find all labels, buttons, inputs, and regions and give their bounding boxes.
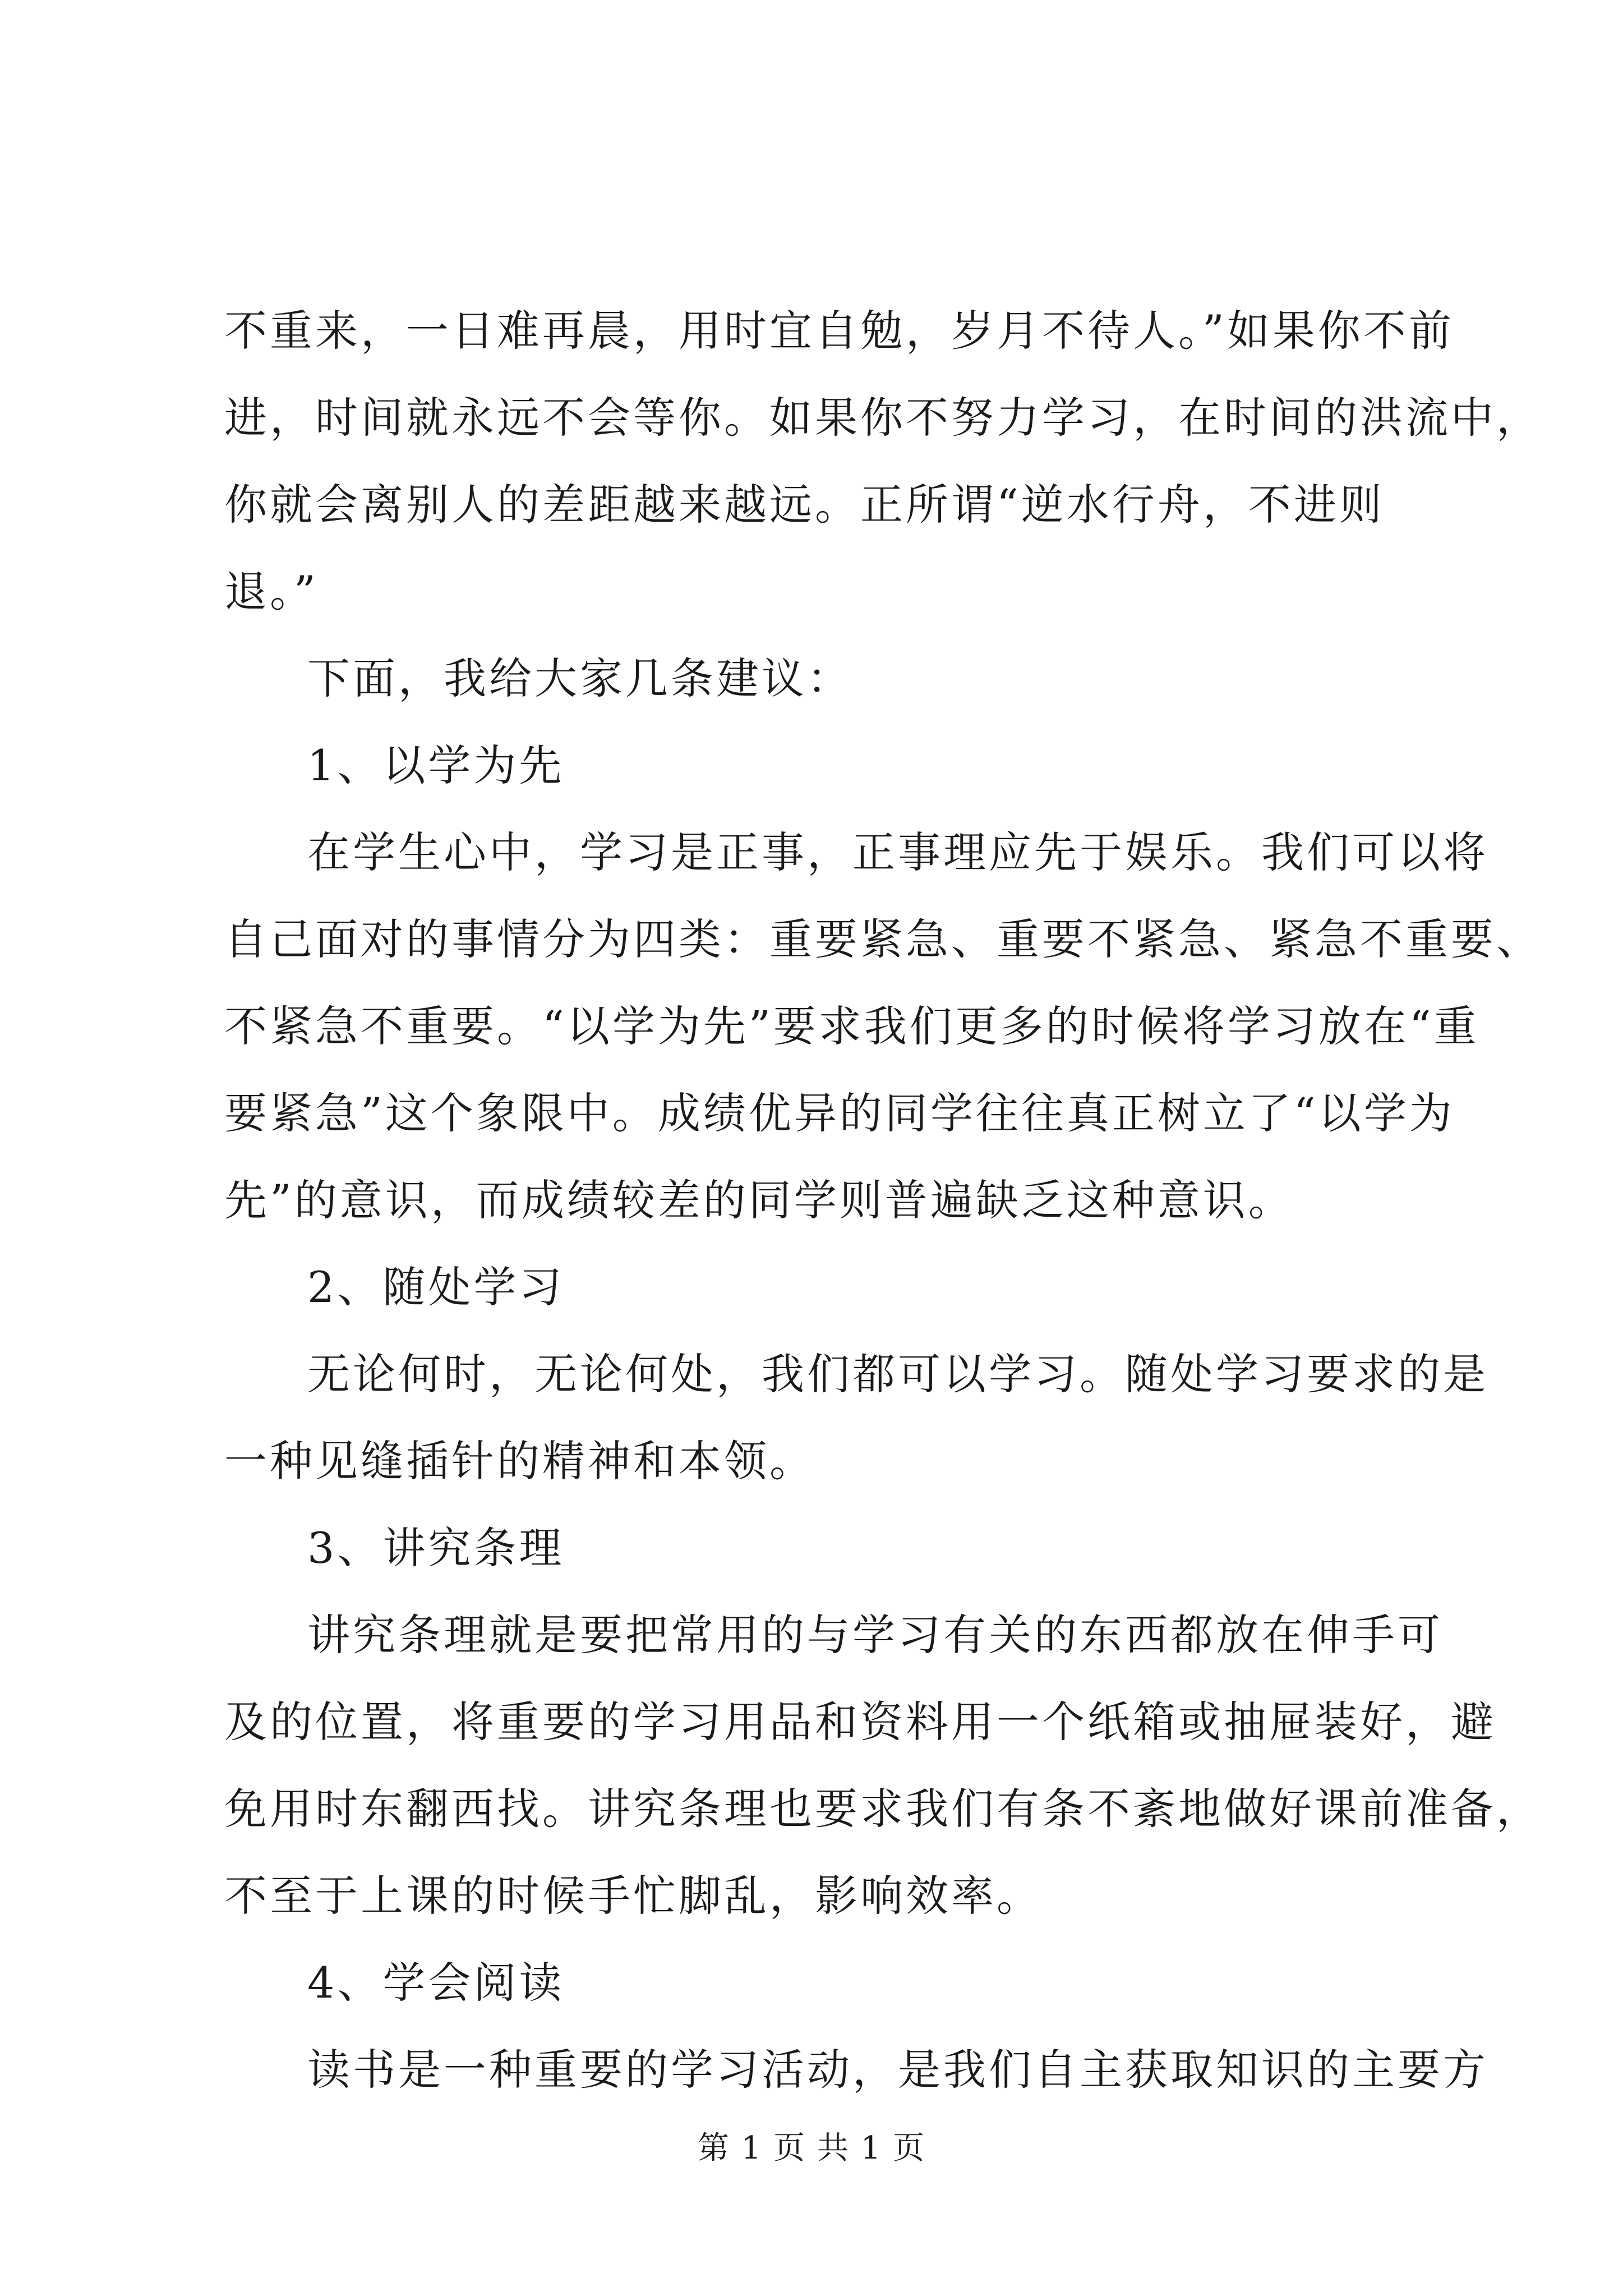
body-line: 不紧急不重要。“以学为先”要求我们更多的时候将学习放在“重 — [224, 1001, 1479, 1051]
body-line: 不至于上课的时候手忙脚乱，影响效率。 — [224, 1871, 1042, 1921]
body-line: 下面，我给大家几条建议： — [307, 654, 852, 703]
section-heading-2: 2、随处学习 — [307, 1262, 565, 1312]
body-line: 要紧急”这个象限中。成绩优异的同学往往真正树立了“以学为 — [224, 1088, 1455, 1138]
section-heading-1: 1、以学为先 — [307, 740, 565, 790]
body-line: 先”的意识，而成绩较差的同学则普遍缺乏这种意识。 — [224, 1175, 1294, 1225]
body-line: 在学生心中，学习是正事，正事理应先于娱乐。我们可以将 — [307, 827, 1488, 877]
body-line: 你就会离别人的差距越来越远。正所谓“逆水行舟，不进则 — [224, 480, 1385, 530]
body-line: 退。” — [224, 567, 319, 616]
body-line: 无论何时，无论何处，我们都可以学习。随处学习要求的是 — [307, 1349, 1488, 1399]
body-line: 及的位置，将重要的学习用品和资料用一个纸箱或抽屉装好，避 — [224, 1697, 1496, 1747]
body-line: 自己面对的事情分为四类：重要紧急、重要不紧急、紧急不重要、 — [224, 914, 1542, 964]
section-heading-4: 4、学会阅读 — [307, 1958, 565, 2008]
body-line: 一种见缝插针的精神和本领。 — [224, 1436, 815, 1486]
body-line: 读书是一种重要的学习活动，是我们自主获取知识的主要方 — [307, 2045, 1488, 2095]
body-line: 讲究条理就是要把常用的与学习有关的东西都放在伸手可 — [307, 1610, 1443, 1660]
page-footer: 第 1 页 共 1 页 — [697, 2130, 926, 2166]
section-heading-3: 3、讲究条理 — [307, 1523, 565, 1573]
body-line: 不重来，一日难再晨，用时宜自勉，岁月不待人。”如果你不前 — [224, 306, 1454, 356]
body-line: 免用时东翻西找。讲究条理也要求我们有条不紊地做好课前准备， — [224, 1784, 1542, 1834]
body-line: 进，时间就永远不会等你。如果你不努力学习，在时间的洪流中， — [224, 393, 1542, 443]
